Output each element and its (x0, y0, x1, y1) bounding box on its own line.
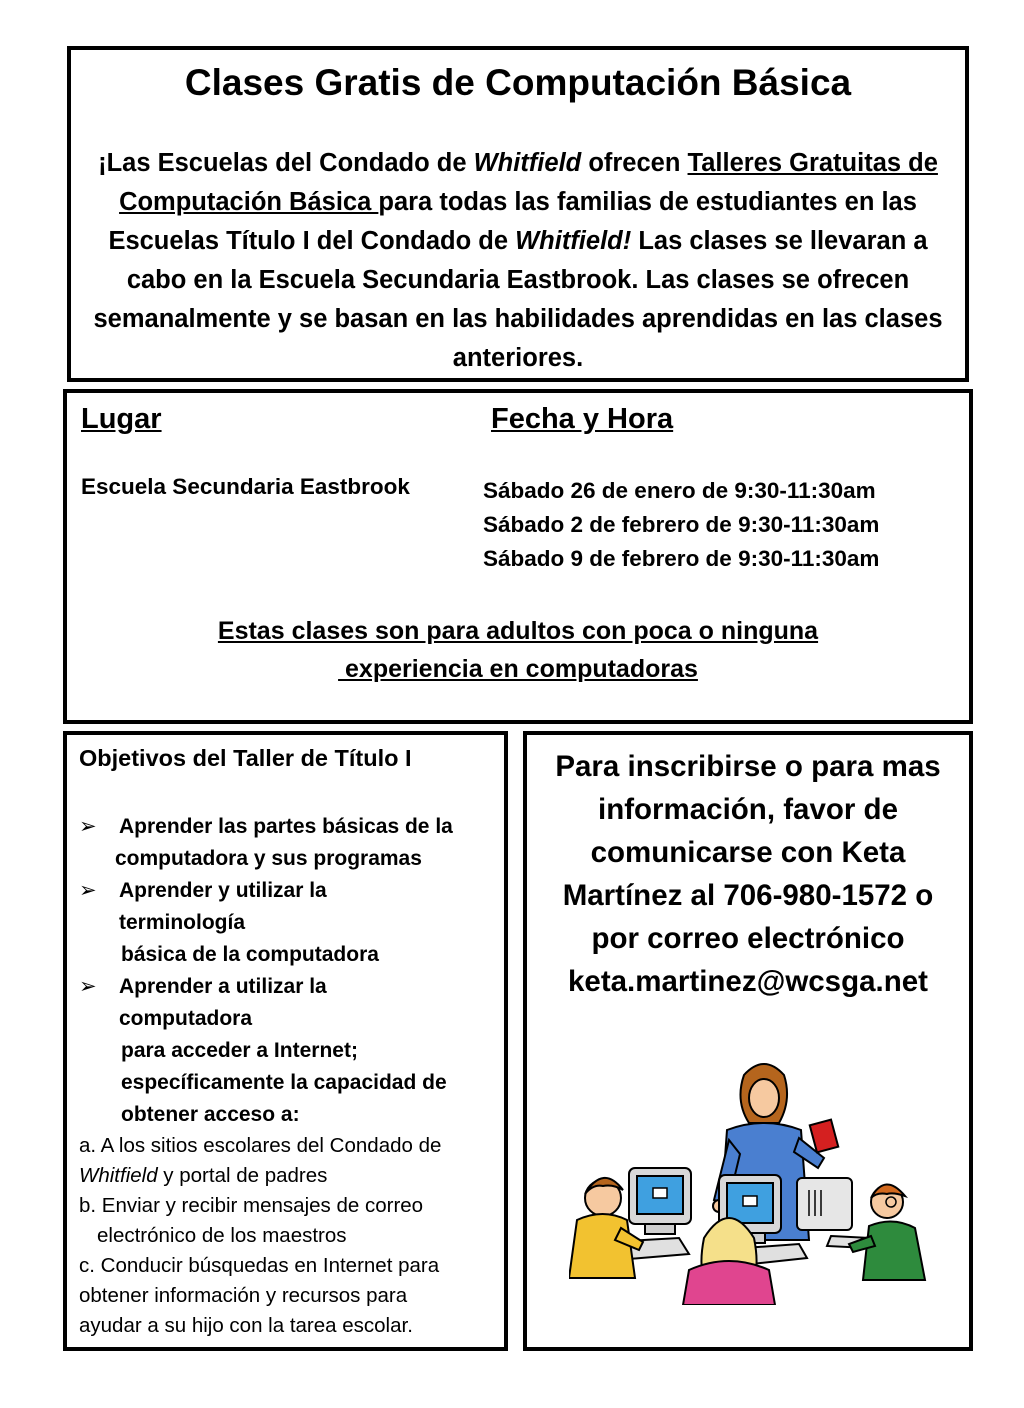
audience-note (67, 612, 969, 688)
place-value: Escuela Secundaria Eastbrook (81, 474, 410, 499)
intro-text-4: Las clases se llevaran a cabo en la Escuela Secundaria Eastbrook. Las clases se ofrecen semanalmente y se basan en las habilidades aprendidas en las clases anteriores. (93, 227, 943, 372)
sub-item-b: b. Enviar y recibir mensajes de correo (79, 1194, 424, 1217)
sub-item-a: a. A los sitios escolares del Condado de (79, 1134, 442, 1157)
objectives-box (63, 731, 508, 1351)
intro-whitfield-1: Whitfield (473, 149, 582, 177)
intro-text-3: para todas las familias de estudiantes en las Escuelas Título I del Condado de (108, 188, 917, 255)
contact-line: por correo electrónico (591, 922, 905, 955)
objective-text-cont: específicamente la capacidad de (121, 1071, 447, 1094)
audience-line-1: Estas clases son para adultos con poca o ninguna (217, 617, 819, 645)
objective-text-cont: obtener acceso a: (121, 1103, 300, 1126)
datetime-header: Fecha y Hora (491, 403, 674, 435)
objective-text-cont: computadora (119, 1007, 253, 1030)
schedule-box (63, 389, 973, 724)
objective-text-cont: computadora y sus programas (115, 847, 422, 870)
intro-text-2: ofrecen (581, 149, 688, 177)
sub-item-a-rest: y portal de padres (157, 1164, 328, 1187)
contact-line: información, favor de (598, 793, 898, 826)
classroom-clipart-icon (569, 1060, 939, 1305)
objectives-title: Objetivos del Taller de Título I (79, 745, 412, 771)
student-boy-icon (849, 1184, 925, 1280)
sub-item-a-cont (79, 1161, 327, 1191)
whitfield-italic: Whitfield (79, 1164, 158, 1187)
intro-whitfield-2: Whitfield! (515, 227, 632, 255)
workshops-underlined-text: Talleres Gratuitas de Computación Básica (119, 149, 938, 216)
place-header: Lugar (81, 403, 162, 435)
contact-line: Para inscribirse o para mas (555, 750, 941, 783)
date-item: Sábado 9 de febrero de 9:30-11:30am (483, 546, 880, 571)
contact-email: keta.martinez@wcsga.net (568, 965, 928, 998)
objective-text: Aprender a utilizar la (119, 975, 327, 998)
arrow-bullet-icon: ➢ (79, 879, 97, 902)
arrow-bullet-icon: ➢ (79, 815, 97, 838)
objective-text-cont: terminología (119, 911, 246, 934)
objective-text-cont: para acceder a Internet; (121, 1039, 358, 1062)
sub-item-c: c. Conducir búsquedas en Internet para (79, 1254, 440, 1277)
sub-item-c-cont: obtener información y recursos para (79, 1284, 408, 1307)
date-item: Sábado 26 de enero de 9:30-11:30am (483, 478, 876, 503)
objective-text-cont: básica de la computadora (121, 943, 379, 966)
contact-line: comunicarse con Keta (590, 836, 906, 869)
intro-paragraph (87, 144, 949, 378)
date-item: Sábado 2 de febrero de 9:30-11:30am (483, 512, 880, 537)
sub-item-c-cont: ayudar a su hijo con la tarea escolar. (79, 1314, 413, 1337)
contact-line: Martínez al 706-980-1572 o (562, 879, 934, 912)
date-list (483, 474, 879, 576)
contact-box (523, 731, 973, 1351)
objective-text: Aprender las partes básicas de la (119, 815, 453, 838)
intro-box (67, 46, 969, 382)
intro-text-1: ¡Las Escuelas del Condado de (98, 149, 474, 177)
objective-text: Aprender y utilizar la (119, 879, 327, 902)
sub-item-b-cont: electrónico de los maestros (97, 1224, 347, 1247)
contact-info (531, 745, 965, 1003)
audience-line-2: experiencia en computadoras (338, 655, 698, 683)
arrow-bullet-icon: ➢ (79, 975, 97, 998)
page-title: Clases Gratis de Computación Básica (184, 62, 852, 103)
